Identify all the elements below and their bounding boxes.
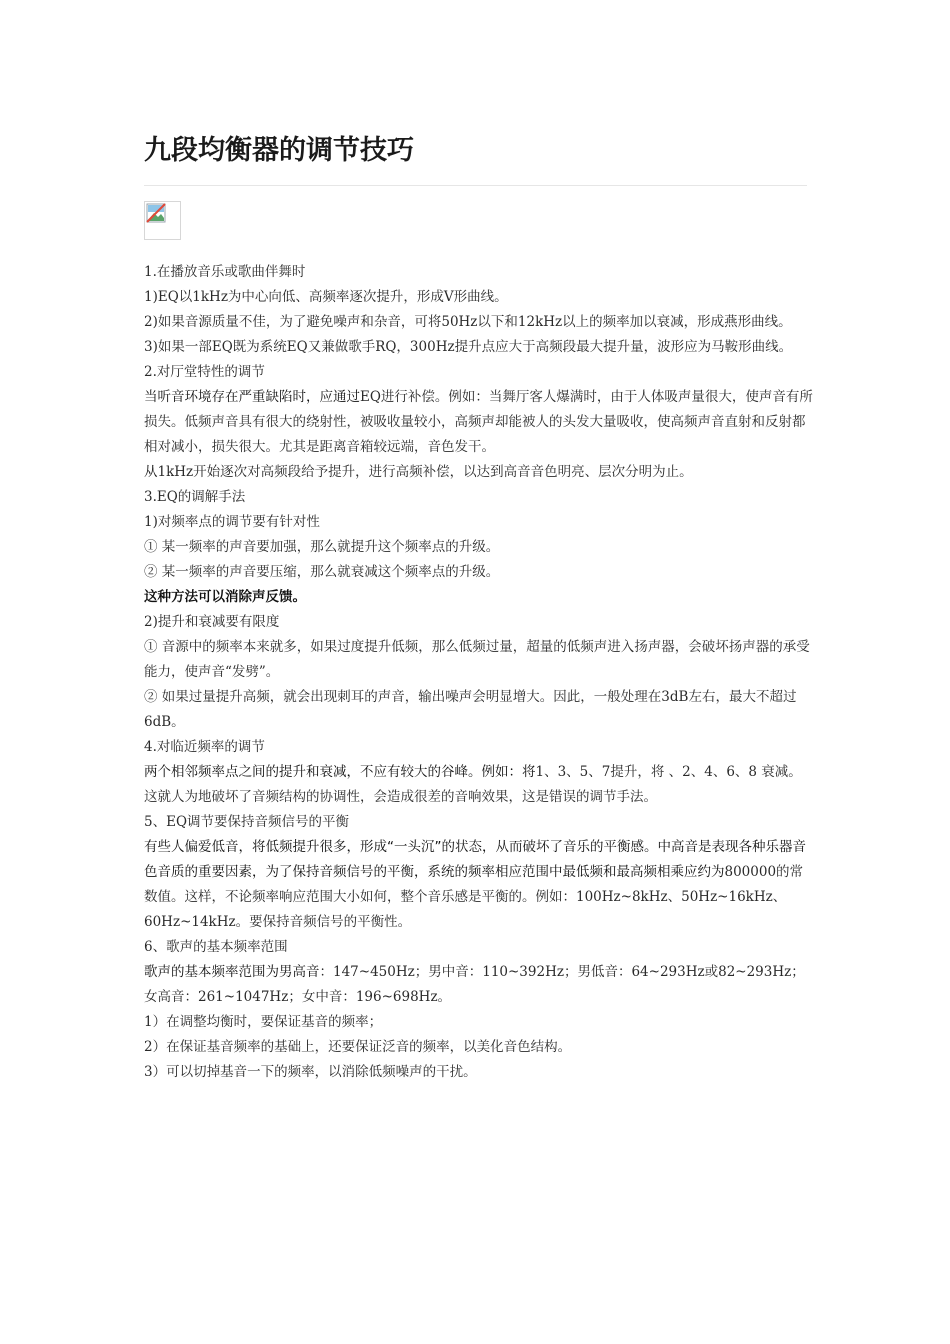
paragraph bbox=[144, 485, 814, 510]
paragraph bbox=[144, 335, 814, 360]
paragraph bbox=[144, 685, 814, 735]
broken-image-icon bbox=[146, 203, 166, 223]
paragraph-text: EQ进行补偿。例如：当舞厅客人爆满时，由于人体吸声量很大，使声音有所损失。低频声音具有很大的绕射性，被吸收量较小，高频声却能被人的头发大量吸收，使高频声音直射和反射都相对减小，损失很大。尤其是距离音箱较远端，音色发干。 bbox=[144, 389, 813, 455]
paragraph bbox=[144, 760, 814, 810]
paragraph-text: 1)对频率点的调节要有针对性 bbox=[144, 514, 320, 530]
paragraph-text: 1）在调整均衡时，要保证基音的频率； bbox=[144, 1014, 383, 1030]
paragraph bbox=[144, 560, 814, 585]
paragraph-text: 2）在保证基音频率的基础上，还要保证泛音的频率，以美化音色结构。 bbox=[144, 1039, 572, 1055]
paragraph bbox=[144, 610, 814, 635]
paragraph-text: 3)如果一部EQ既为系统EQ又兼做歌手RQ，300Hz提升点应大于高频段最大提升量，波形应为马鞍形曲线。 bbox=[144, 339, 793, 355]
paragraph-text: 1)EQ以1kHz为中心向低、高频率逐次提升，形成V形曲线。 bbox=[144, 289, 508, 305]
bold-sentence: 这种方法可以消除声反馈。 bbox=[144, 589, 306, 605]
paragraph bbox=[144, 1060, 814, 1085]
paragraph bbox=[144, 510, 814, 535]
paragraph-lead: 歌声的基本频率范围为男高音 bbox=[144, 964, 320, 980]
paragraph bbox=[144, 285, 814, 310]
paragraph bbox=[144, 960, 814, 1010]
paragraph bbox=[144, 735, 814, 760]
paragraph bbox=[144, 310, 814, 335]
paragraph bbox=[144, 635, 814, 685]
page-title: 九段均衡器的调节技巧 bbox=[144, 135, 414, 166]
paragraph bbox=[144, 260, 814, 285]
paragraph bbox=[144, 360, 814, 385]
paragraph-lead: 当听音环境存在严重缺陷时，应通过 bbox=[144, 389, 360, 405]
paragraph bbox=[144, 385, 814, 460]
paragraph-text: 1.在播放音乐或歌曲伴舞时 bbox=[144, 264, 306, 280]
paragraph-text: 2)提升和衰减要有限度 bbox=[144, 614, 280, 630]
paragraph-text: 3）可以切掉基音一下的频率，以消除低频噪声的干扰。 bbox=[144, 1064, 477, 1080]
paragraph-text: 6、歌声的基本频率范围 bbox=[144, 939, 288, 955]
paragraph-text: 5、EQ调节要保持音频信号的平衡 bbox=[144, 814, 350, 830]
paragraph-lead: 从 bbox=[144, 464, 158, 480]
paragraph-text: ：147~450Hz；男中音：110~392Hz；男低音：64~293Hz或82~293Hz；女高音：261~1047Hz；女中音：196~698Hz。 bbox=[144, 964, 805, 1005]
paragraph-text: 1、3、5、7提升，将 、2、4、6、8 衰减。这就人为地破坏了音频结构的协调性，会造成很差的音响效果，这是错误的调节手法。 bbox=[144, 764, 802, 805]
paragraph-text: ① 某一频率的声音要加强，那么就提升这个频率点的升级。 bbox=[144, 539, 500, 555]
paragraph-text: 1kHz开始逐次对高频段给予提升，进行高频补偿，以达到高音音色明亮、层次分明为止。 bbox=[157, 464, 693, 480]
paragraph bbox=[144, 460, 814, 485]
paragraph bbox=[144, 585, 814, 610]
paragraph-text: ① 音源中的频率本来就多，如果过度提升低频，那么低频过量，超量的低频声进入扬声器，会破坏扬声器的承受能力，使声音“发劈”。 bbox=[144, 639, 810, 680]
image-placeholder bbox=[144, 201, 181, 240]
title-divider bbox=[144, 185, 807, 186]
paragraph-text: 3.EQ的调解手法 bbox=[144, 489, 246, 505]
paragraph bbox=[144, 1035, 814, 1060]
paragraph-text: 800000的常数值。这样，不论频率响应范围大小如何，整个音乐感是平衡的。例如：100Hz~8kHz、50Hz~16kHz、60Hz~14kHz。要保持音频信号的平衡性。 bbox=[144, 864, 804, 930]
paragraph bbox=[144, 1010, 814, 1035]
paragraph-text: 2.对厅堂特性的调节 bbox=[144, 364, 265, 380]
paragraph-text: ② 如果过量提升高频，就会出现刺耳的声音，输出噪声会明显增大。因此，一般处理在3dB左右，最大不超过6dB。 bbox=[144, 689, 797, 730]
paragraph-lead: 有些人偏爱低音，将低频提升很多，形成“一头沉”的状态，从而破坏了音乐的平衡感。中高音是表现各种乐器音色音质的重要因素，为了保持音频信号的平衡，系统的频率相应范围中最低频和最高频相乘应约为 bbox=[144, 839, 806, 880]
paragraph bbox=[144, 835, 814, 935]
paragraph-lead: 两个相邻频率点之间的提升和衰减，不应有较大的谷峰。例如：将 bbox=[144, 764, 536, 780]
paragraph-text: 4.对临近频率的调节 bbox=[144, 739, 265, 755]
paragraph bbox=[144, 810, 814, 835]
paragraph-text: ② 某一频率的声音要压缩，那么就衰减这个频率点的升级。 bbox=[144, 564, 500, 580]
paragraph bbox=[144, 935, 814, 960]
article-body bbox=[144, 260, 814, 1085]
paragraph-text: 2)如果音源质量不佳，为了避免噪声和杂音，可将50Hz以下和12kHz以上的频率加以衰减，形成燕形曲线。 bbox=[144, 314, 792, 330]
paragraph bbox=[144, 535, 814, 560]
